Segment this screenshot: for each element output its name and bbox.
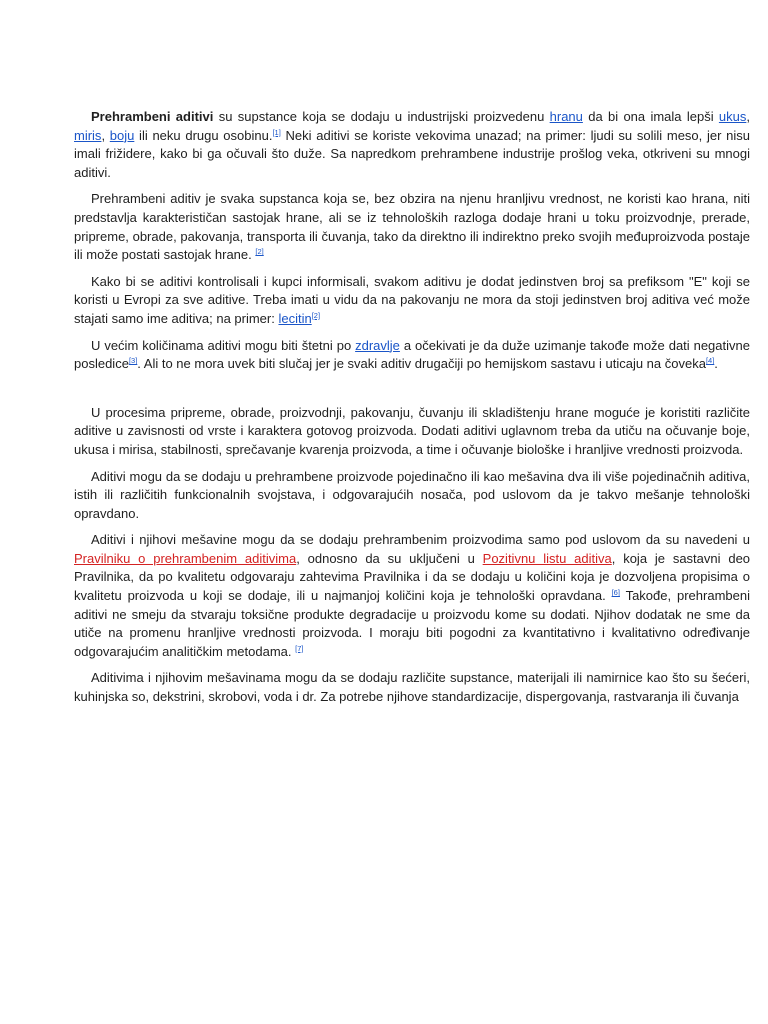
paragraph-5: [74, 404, 750, 460]
text-run: ,: [746, 109, 750, 124]
text-run: Kako bi se aditivi kontrolisali i kupci informisali, svakom aditivu je dodat jedinstven broj sa prefiksom "E" koji se koristi u Evropi za sve aditive. Treba imati u vidu da na pakovanju ne mora da stoji jedinstven broj aditiva već može stajati samo ime aditiva; na primer:: [74, 273, 750, 326]
paragraph-8: [74, 669, 750, 706]
text-run: U većim količinama aditivi mogu biti štetni po: [91, 337, 356, 353]
paragraph-6: [74, 468, 750, 524]
text-run: Aditivi i njihovi mešavine mogu da se dodaju prehrambenim proizvodima samo pod uslovom da su navedeni u: [91, 532, 750, 548]
link-miris[interactable]: miris: [74, 127, 102, 143]
link-pozitivna-lista[interactable]: Pozitivnu listu aditiva: [482, 550, 612, 566]
text-run: , odnosno da su uključeni u: [296, 550, 483, 566]
text-run: Aditivi mogu da se dodaju u prehrambene proizvode pojedinačno ili kao mešavina dva ili više pojedinačnih aditiva, istih ili različitih funkcionalnih svojstava, i odgovarajućih nosača, pod uslovom da je takvo mešanje tehnološki opravdano.: [74, 468, 750, 521]
text-run: ,: [101, 127, 110, 143]
paragraph-2: [74, 190, 750, 264]
reference-link[interactable]: [6]: [611, 588, 620, 598]
text-run: .: [714, 356, 718, 372]
link-hranu[interactable]: hranu: [549, 109, 583, 124]
text-run: , koja je sastavni deo Pravilnika, da po kvalitetu odgovaraju zahtevima Pravilnika i da se dodaju u količini koja je dozvoljena propisima o kvalitetu proizvoda u koji se dodaje, ili u najmanjoj količini koja je tehnološki opravdana.: [74, 550, 751, 604]
link-boju[interactable]: boju: [109, 127, 135, 143]
text-run: Aditivima i njihovim mešavinama mogu da se dodaju različite supstance, materijali ili namirnice kao što su šećeri, kuhinjska so, dekstrini, skrobovi, voda i dr. Za potrebe njihove standardizacije, dispergovanja, rastvaranja ili čuvanja: [74, 670, 750, 705]
reference-link[interactable]: [2]: [255, 247, 264, 257]
reference-1[interactable]: [272, 128, 280, 137]
link-lecitin[interactable]: lecitin: [278, 310, 312, 326]
text-run: . Ali to ne mora uvek biti slučaj jer je svaki aditiv drugačiji po hemijskom sastavu i uticaju na čoveka: [137, 356, 706, 372]
reference-link[interactable]: [3]: [128, 356, 138, 366]
reference-2b[interactable]: [312, 311, 320, 320]
document-body: [74, 108, 750, 715]
reference-7[interactable]: [295, 644, 303, 653]
reference-6[interactable]: [612, 588, 620, 597]
text-run: da bi ona imala lepši: [582, 109, 719, 124]
link-ukus[interactable]: ukus: [718, 109, 747, 124]
term-bold: Prehrambeni aditivi: [91, 109, 214, 124]
text-run: ili neku drugu osobinu.: [134, 127, 273, 143]
text-run: Takođe, prehrambeni aditivi ne smeju da stvaraju toksične produkte degradacije u proizvodu kome su dodati. Njihov dodatak ne sme da utiče na promenu hranljive vrednosti proizvoda. I moraju biti pogodni za kvantitativno i kvalitativno određivanje odgovarajućim analitičkim metodama.: [74, 588, 750, 659]
paragraph-4: [74, 337, 750, 374]
text-run: U procesima pripreme, obrade, proizvodnji, pakovanju, čuvanju ili skladištenju hrane moguće je koristiti različite aditive u zavisnosti od vrste i karaktera gotovog proizvoda. Dodati aditivi uglavnom treba da utiču na očuvanje boje, ukusa i mirisa, stabilnosti, sprečavanje kvarenja proizvoda, a time i očuvanje biološke i hranljive vrednosti proizvoda.: [74, 404, 750, 457]
text-run: Neki aditivi se koriste vekovima unazad; na primer: ljudi su solili meso, jer nisu imali frižidere, kako bi ga očuvali što duže. Sa napredkom prehrambene industrije prošlog veka, otkriveni su mnogi aditivi.: [74, 127, 750, 180]
reference-2[interactable]: [255, 247, 263, 256]
paragraph-1: [74, 108, 750, 182]
link-zdravlje[interactable]: zdravlje: [355, 337, 400, 353]
link-pravilnik[interactable]: Pravilniku o prehrambenim aditivima: [74, 550, 297, 566]
reference-link[interactable]: [7]: [295, 643, 304, 653]
paragraph-3: [74, 273, 750, 329]
paragraph-7: [74, 531, 750, 661]
reference-link[interactable]: [2]: [311, 310, 321, 320]
reference-link[interactable]: [1]: [272, 127, 281, 137]
text-run: su supstance koja se dodaju u industrijski proizvedenu: [213, 109, 550, 124]
text-run: Prehrambeni aditiv je svaka supstanca koja se, bez obzira na njenu hranljivu vrednost, ne koristi kao hrana, niti predstavlja karakterističan sastojak hrane, ali se iz tehnoloških razloga dodaje hrani u toku proizvodnje, prerade, pripreme, obrade, pakovanja, transporta ili čuvanja, tako da direktno ili indirektno preko svojih međuproizvoda postaje ili može postati sastojak hrane.: [74, 191, 750, 263]
text-run: a očekivati je da duže uzimanje takođe može dati negativne posledice: [74, 337, 750, 372]
reference-link[interactable]: [4]: [705, 356, 715, 366]
